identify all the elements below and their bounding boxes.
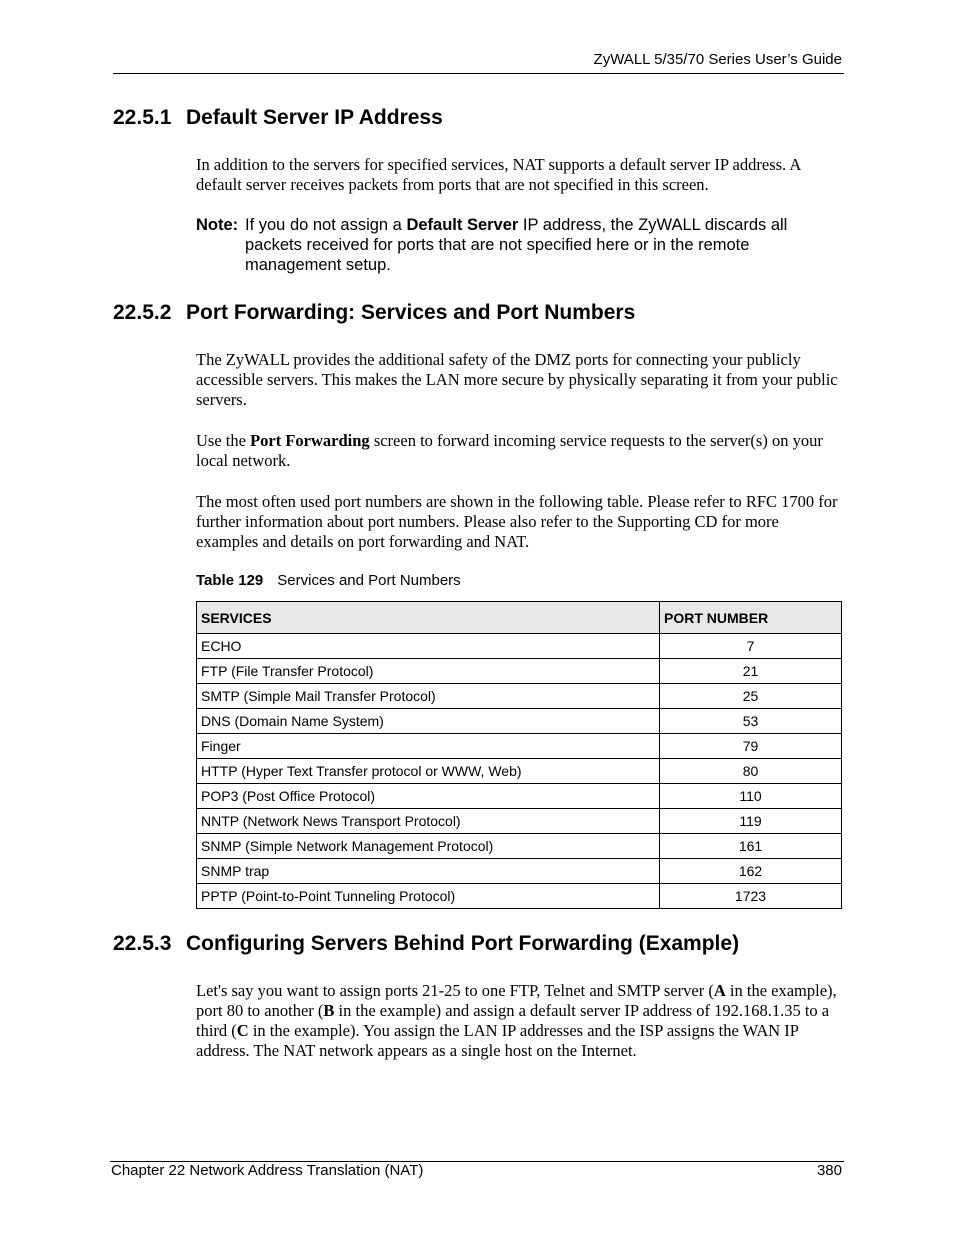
table-header-row	[197, 602, 842, 634]
note-label: Note:	[196, 216, 239, 234]
service-cell: FTP (File Transfer Protocol)	[197, 659, 660, 684]
table-row	[197, 809, 842, 834]
section-title: Port Forwarding: Services and Port Numbers	[186, 301, 636, 324]
table-row	[197, 734, 842, 759]
table-row	[197, 859, 842, 884]
note-block	[196, 215, 836, 275]
service-cell: Finger	[197, 734, 660, 759]
paragraph-example	[196, 981, 844, 1061]
service-cell: PPTP (Point-to-Point Tunneling Protocol)	[197, 884, 660, 909]
service-cell: SMTP (Simple Mail Transfer Protocol)	[197, 684, 660, 709]
section-heading-22-5-2	[113, 301, 635, 325]
example-label-c: C	[236, 1021, 249, 1040]
service-cell: NNTP (Network News Transport Protocol)	[197, 809, 660, 834]
paragraph-default-server: In addition to the servers for specified services, NAT supports a default server IP address. A default server receives packets from ports that are not specified in this screen.	[196, 155, 801, 194]
para-text-end: screen to forward incoming service requests to the server(s) on your local network.	[196, 431, 823, 470]
example-label-a: A	[713, 981, 726, 1000]
port-cell: 80	[660, 759, 842, 784]
port-cell: 162	[660, 859, 842, 884]
example-text-2: in the example), port 80 to another (	[196, 981, 837, 1020]
table-row	[197, 684, 842, 709]
section-number: 22.5.2	[113, 301, 172, 324]
example-text-3: in the example) and assign a default server IP address of 192.168.1.35 to a third (	[196, 1001, 830, 1040]
section-title: Default Server IP Address	[186, 106, 443, 129]
table-row	[197, 634, 842, 659]
port-cell: 25	[660, 684, 842, 709]
service-cell: POP3 (Post Office Protocol)	[197, 784, 660, 809]
port-cell: 161	[660, 834, 842, 859]
table-row	[197, 834, 842, 859]
note-text	[245, 215, 836, 275]
port-cell: 7	[660, 634, 842, 659]
para-text-start: Use the	[196, 431, 251, 450]
section-title: Configuring Servers Behind Port Forwarding (Example)	[186, 932, 740, 955]
paragraph-port-forwarding	[196, 431, 844, 471]
port-cell: 110	[660, 784, 842, 809]
service-cell: DNS (Domain Name System)	[197, 709, 660, 734]
running-header-title: ZyWALL 5/35/70 Series User’s Guide	[593, 51, 842, 68]
service-cell: ECHO	[197, 634, 660, 659]
header-rule	[113, 73, 844, 74]
footer-chapter: Chapter 22 Network Address Translation (NAT)	[111, 1162, 424, 1179]
services-port-table	[196, 601, 842, 909]
example-text-1: Let's say you want to assign ports 21-25 to one FTP, Telnet and SMTP server (	[196, 981, 714, 1000]
table-caption-number: Table 129	[196, 572, 264, 589]
port-cell: 79	[660, 734, 842, 759]
port-cell: 53	[660, 709, 842, 734]
service-cell: SNMP trap	[197, 859, 660, 884]
service-cell: SNMP (Simple Network Management Protocol)	[197, 834, 660, 859]
table-row	[197, 784, 842, 809]
table-caption	[196, 572, 461, 589]
section-number: 22.5.1	[113, 106, 172, 129]
example-label-b: B	[323, 1001, 335, 1020]
paragraph-dmz: The ZyWALL provides the additional safety of the DMZ ports for connecting your publicly accessible servers. This makes the LAN more secure by physically separating it from your public servers.	[196, 350, 838, 409]
table-row	[197, 759, 842, 784]
note-text-start: If you do not assign a	[245, 216, 407, 234]
port-cell: 119	[660, 809, 842, 834]
table-caption-title: Services and Port Numbers	[277, 572, 461, 589]
table-row	[197, 709, 842, 734]
service-cell: HTTP (Hyper Text Transfer protocol or WWW, Web)	[197, 759, 660, 784]
footer-page-number: 380	[816, 1162, 842, 1179]
section-heading-22-5-3	[113, 932, 739, 956]
header-port-number: PORT NUMBER	[660, 602, 842, 634]
table-row	[197, 884, 842, 909]
section-number: 22.5.3	[113, 932, 172, 955]
port-cell: 1723	[660, 884, 842, 909]
table-row	[197, 659, 842, 684]
note-text-end: IP address, the ZyWALL discards all packets received for ports that are not specified here or in the remote management setup.	[245, 216, 788, 274]
port-cell: 21	[660, 659, 842, 684]
paragraph-port-numbers: The most often used port numbers are shown in the following table. Please refer to RFC 1700 for further information about port numbers. Please also refer to the Supporting CD for more examples and details on port forwarding and NAT.	[196, 492, 838, 551]
para-text-bold: Port Forwarding	[250, 431, 370, 450]
example-text-4: in the example). You assign the LAN IP addresses and the ISP assigns the WAN IP address. The NAT network appears as a single host on the Internet.	[196, 1021, 799, 1060]
section-heading-22-5-1	[113, 106, 443, 130]
note-text-bold: Default Server	[406, 216, 519, 234]
header-services: SERVICES	[197, 602, 660, 634]
